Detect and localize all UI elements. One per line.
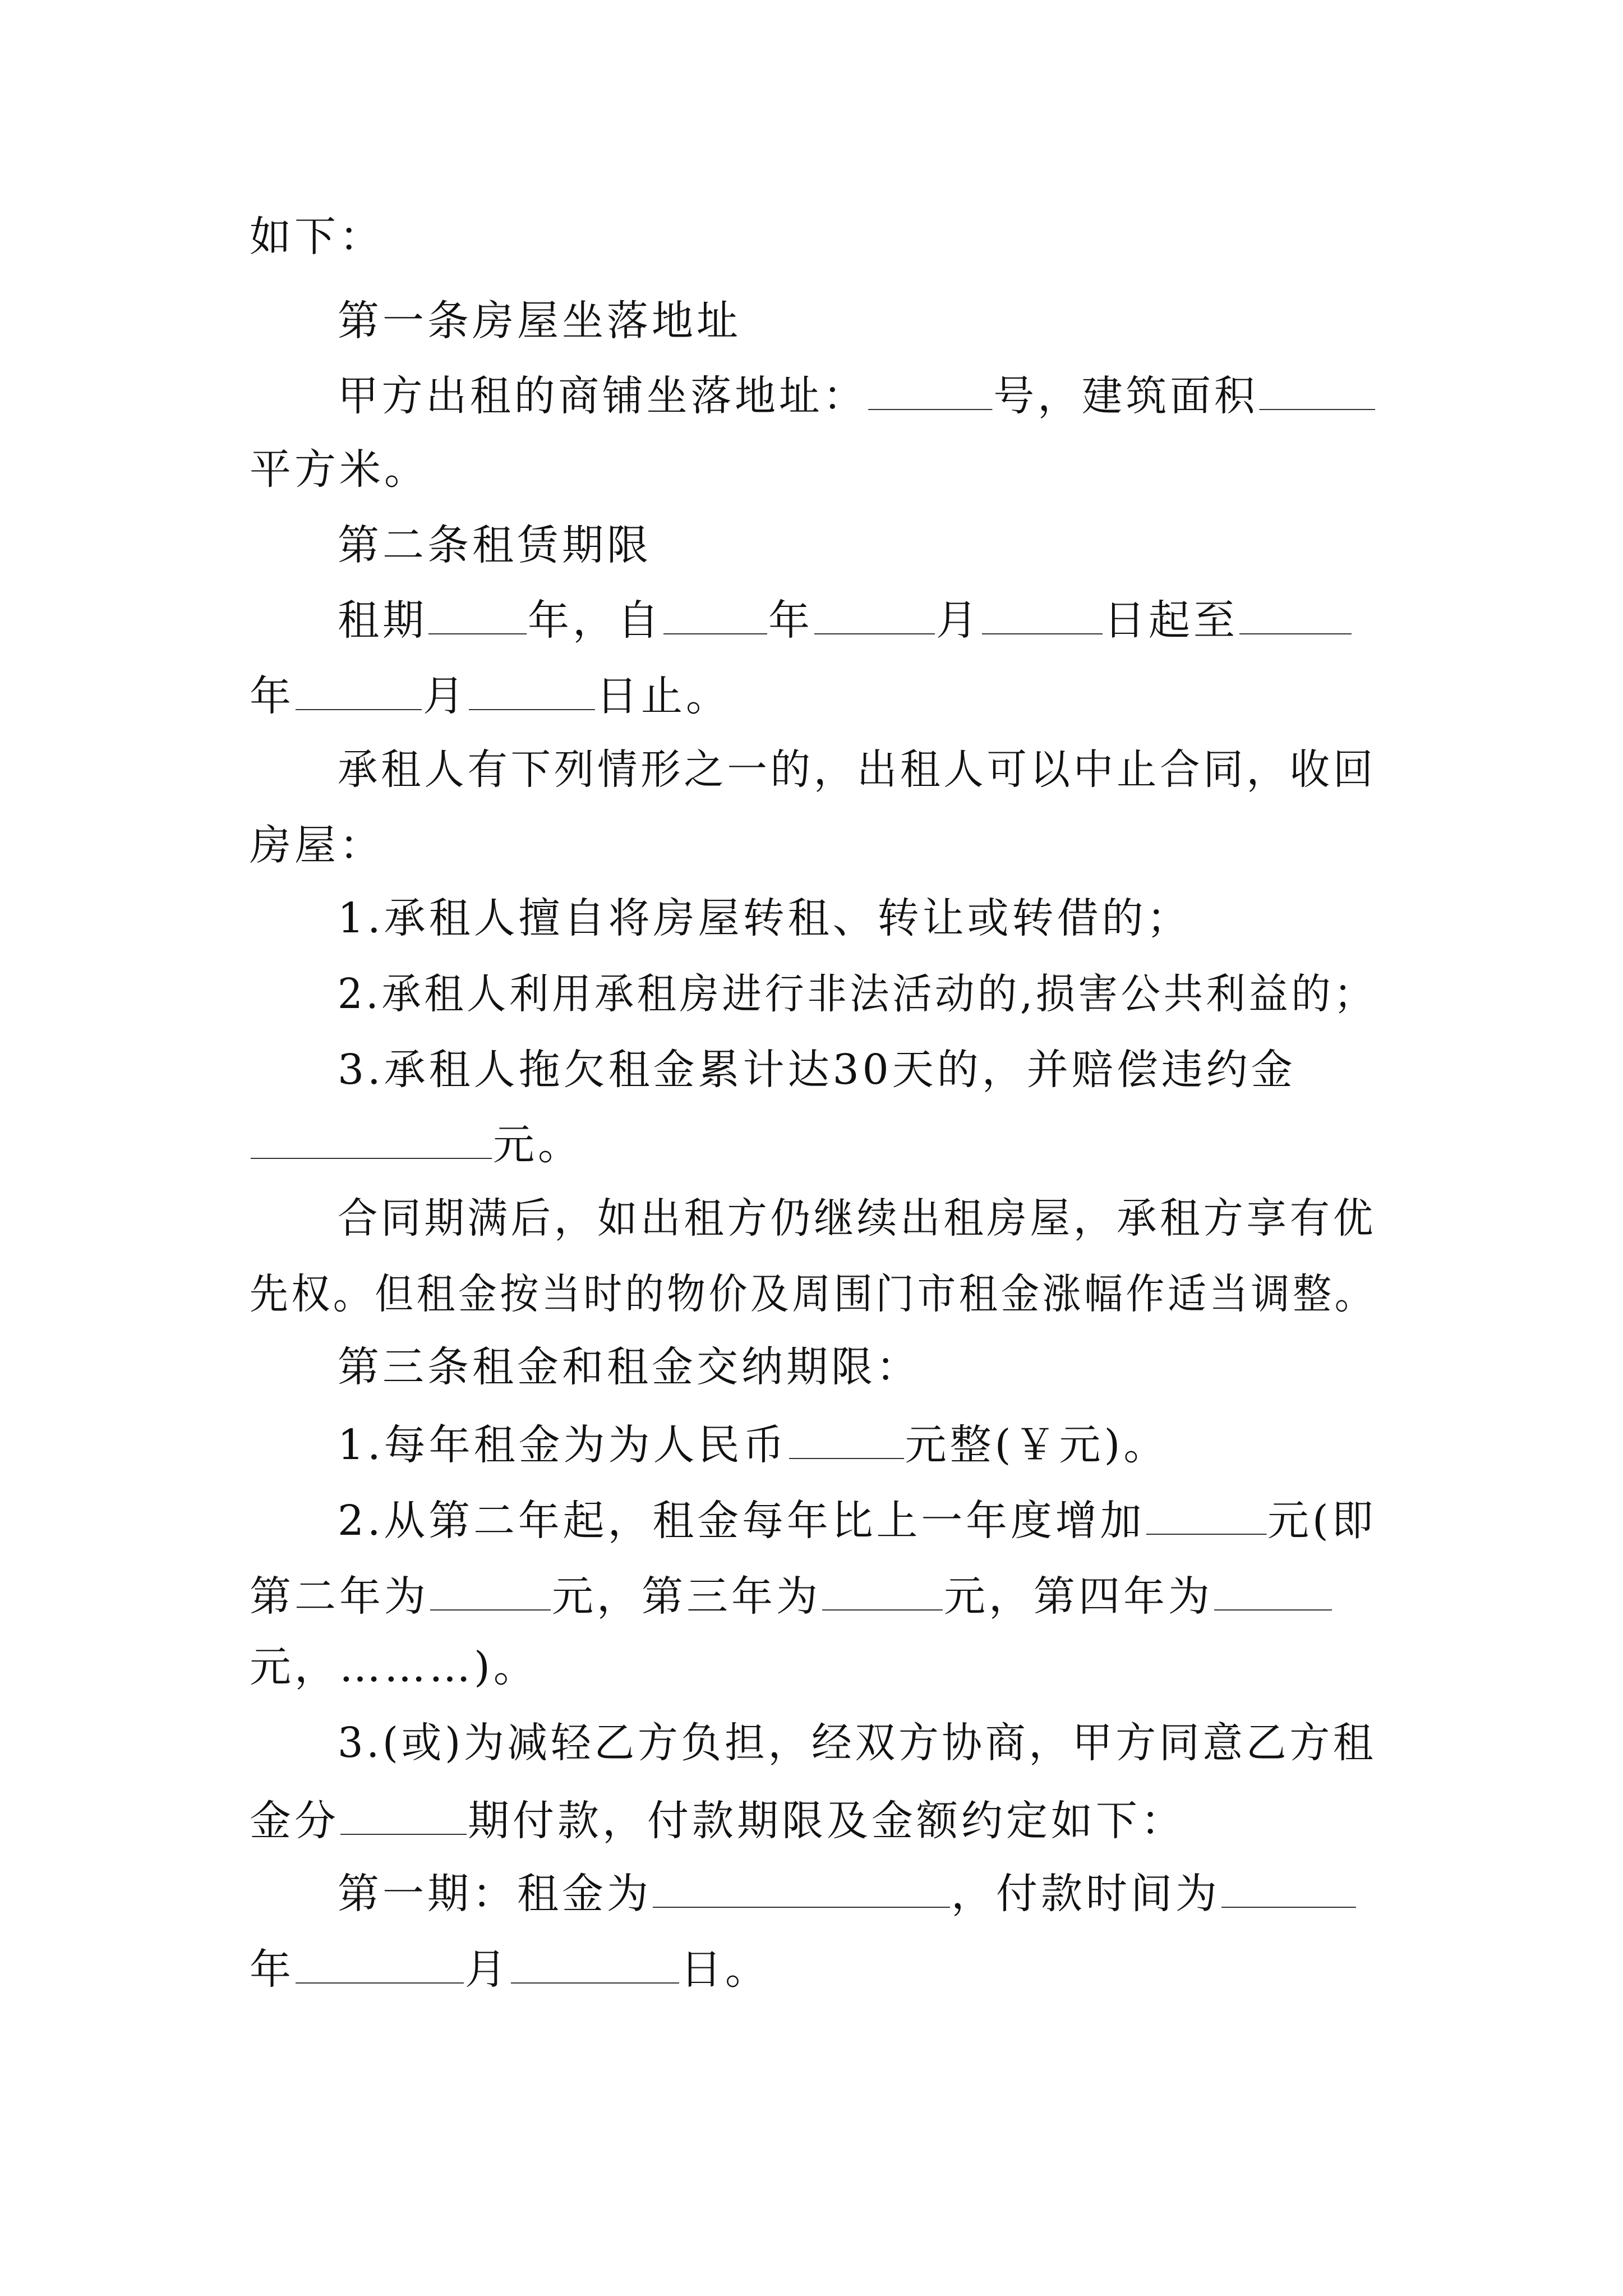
text-line: 租期 年，自 年 月 日起至 bbox=[338, 597, 1353, 641]
text-line: 承租人有下列情形之一的，出租人可以中止合同，收回 bbox=[338, 746, 1376, 794]
text-line: 甲方出租的商铺坐落地址： 号，建筑面积 bbox=[338, 373, 1376, 417]
section-heading: 第二条租赁期限 bbox=[338, 521, 652, 569]
blank-field bbox=[789, 1422, 904, 1459]
blank-field bbox=[1214, 1573, 1332, 1611]
list-item: 3.承租人拖欠租金累计达30天的，并赔偿违约金 bbox=[338, 1046, 1296, 1094]
text-line: 合同期满后，如出租方仍继续出租房屋，承租方享有优 bbox=[338, 1194, 1376, 1243]
text-line: 如下： bbox=[250, 213, 384, 261]
blank-field bbox=[814, 597, 935, 634]
blank-field bbox=[1259, 373, 1375, 410]
text-line: 年 月 日。 bbox=[250, 1945, 770, 1994]
text-line: 平方米。 bbox=[250, 445, 429, 494]
list-item: 2.从第二年起，租金每年比上一年度增加 元(即 bbox=[338, 1497, 1377, 1545]
text-line: 房屋： bbox=[250, 821, 384, 869]
blank-field bbox=[868, 373, 992, 410]
list-item: 1.承租人擅自将房屋转租、转让或转借的； bbox=[338, 894, 1192, 942]
text-line: 第一期：租金为 ，付款时间为 bbox=[338, 1871, 1357, 1915]
text-line: 元。 bbox=[250, 1122, 583, 1166]
blank-field bbox=[296, 673, 422, 710]
text-line: 年 月 日止。 bbox=[250, 672, 731, 720]
blank-field bbox=[511, 1947, 679, 1984]
blank-field bbox=[1146, 1498, 1266, 1535]
blank-field bbox=[340, 1798, 467, 1835]
blank-field bbox=[428, 597, 527, 634]
text-line: 第二年为 元，第三年为 元，第四年为 bbox=[250, 1573, 1333, 1617]
blank-field bbox=[663, 597, 767, 634]
blank-field bbox=[822, 1573, 943, 1611]
blank-field bbox=[251, 1122, 492, 1159]
section-heading: 第一条房屋坐落地址 bbox=[338, 297, 741, 345]
blank-field bbox=[296, 1947, 464, 1984]
text-line: 元，………)。 bbox=[250, 1643, 538, 1691]
blank-field bbox=[982, 597, 1103, 634]
section-heading: 第三条租金和租金交纳期限： bbox=[338, 1343, 921, 1391]
blank-field bbox=[1239, 597, 1352, 634]
text-line: 金分 期付款，付款期限及金额约定如下： bbox=[250, 1797, 1186, 1845]
text-line: 先权。但租金按当时的物价及周围门市租金涨幅作适当调整。 bbox=[250, 1270, 1376, 1318]
blank-field bbox=[469, 673, 595, 710]
blank-field bbox=[653, 1871, 950, 1908]
list-item: 3.(或)为减轻乙方负担，经双方协商，甲方同意乙方租 bbox=[338, 1719, 1377, 1767]
list-item: 2.承租人利用承租房进行非法活动的,损害公共利益的； bbox=[338, 970, 1377, 1018]
blank-field bbox=[1221, 1871, 1356, 1908]
blank-field bbox=[430, 1573, 551, 1611]
list-item: 1.每年租金为为人民币 元整(￥元)。 bbox=[338, 1421, 1169, 1469]
